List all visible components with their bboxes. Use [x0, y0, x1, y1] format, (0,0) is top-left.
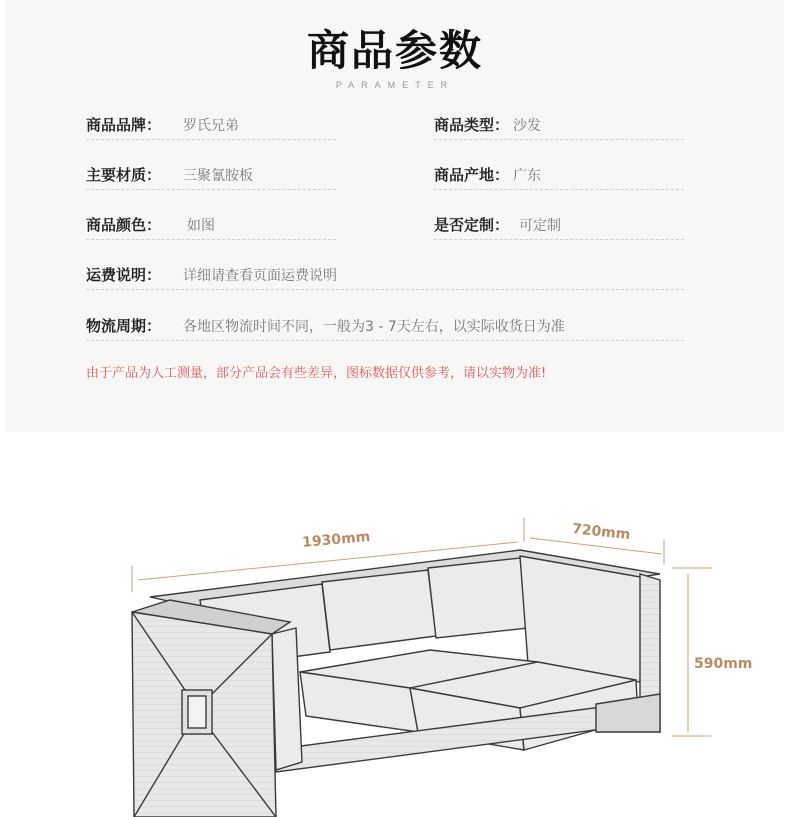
param-label: 商品颜色： [86, 216, 162, 234]
param-label: 商品类型： [434, 116, 510, 134]
param-label: 是否定制： [434, 216, 510, 234]
sofa-illustration [0, 432, 790, 817]
param-row-color [86, 210, 336, 240]
measurement-note: 由于产品为人工测量，部分产品会有些差异，图标数据仅供参考，请以实物为准! [86, 366, 547, 381]
dimension-length-label: 1930mm [301, 528, 371, 551]
param-value: 三聚氰胺板 [183, 167, 254, 184]
param-value: 广东 [513, 167, 542, 184]
param-value: 可定制 [519, 217, 562, 234]
page-subtitle: PARAMETER [335, 80, 455, 90]
dimension-depth-label: 720mm [571, 521, 632, 544]
dimension-height-label: 590mm [694, 656, 753, 672]
param-row-brand [86, 110, 336, 140]
param-value: 沙发 [513, 117, 542, 134]
page-title: 商品参数 [306, 26, 483, 75]
param-label: 商品产地： [434, 166, 510, 184]
param-row-shipping [86, 260, 684, 290]
param-value: 如图 [187, 217, 216, 234]
param-row-custom [434, 210, 684, 240]
sofa-dimension-diagram [0, 432, 790, 817]
param-row-logistics [86, 311, 684, 341]
param-row-origin [434, 160, 684, 190]
param-label: 物流周期： [86, 317, 162, 335]
param-label: 运费说明： [86, 266, 162, 284]
param-value: 详细请查看页面运费说明 [183, 267, 338, 284]
sofa-drawing [132, 550, 660, 817]
dimension-line-height [672, 568, 712, 736]
parameter-panel [6, 0, 784, 432]
param-row-type [434, 110, 684, 140]
param-label: 主要材质： [86, 166, 162, 184]
param-value: 罗氏兄弟 [183, 117, 240, 134]
param-label: 商品品牌： [86, 116, 162, 134]
param-row-material [86, 160, 336, 190]
param-value: 各地区物流时间不同，一般为3 - 7天左右，以实际收货日为准 [183, 318, 565, 335]
